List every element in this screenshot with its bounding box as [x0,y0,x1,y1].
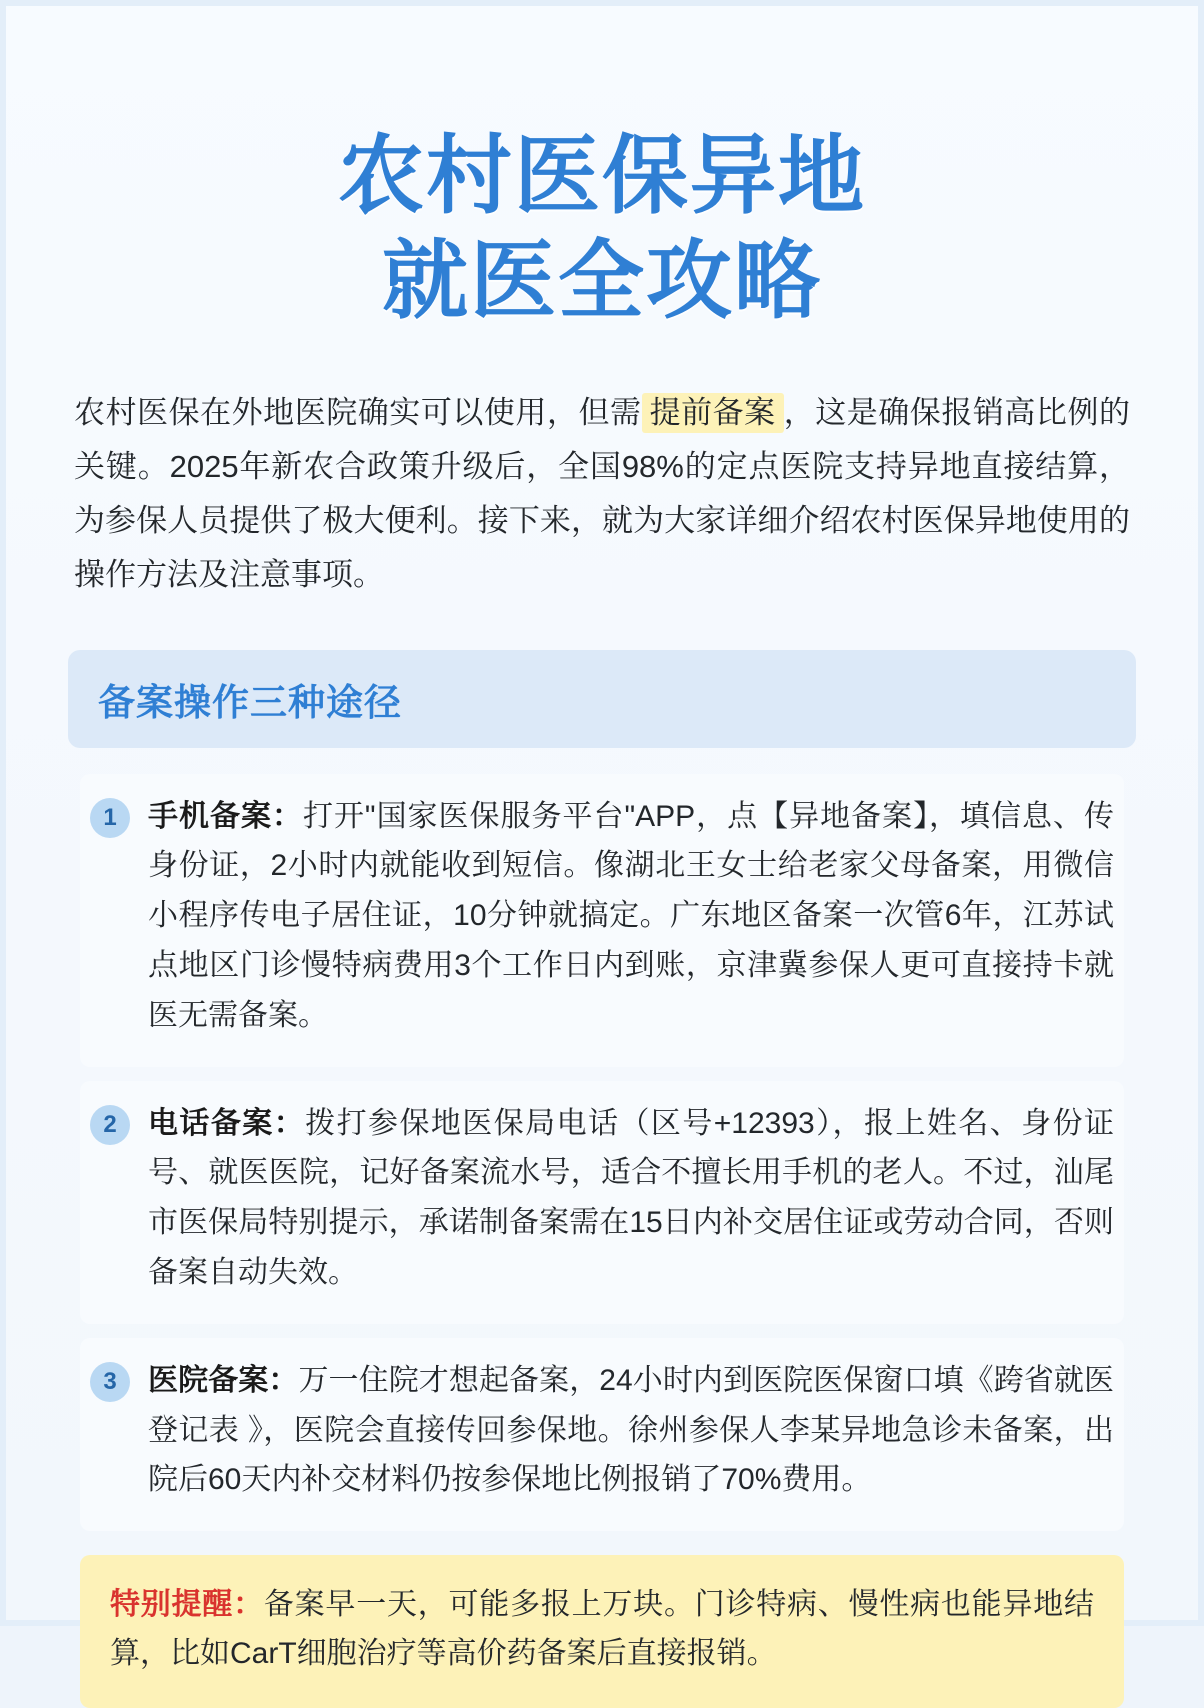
list-item [80,774,1124,1067]
section-heading: 备案操作三种途径 [98,681,402,723]
step-number-badge: 1 [90,798,130,838]
step-text: 打开"国家医保服务平台"APP，点【异地备案】，填信息、传身份证，2小时内就能收到短信。像湖北王女士给老家父母备案，用微信小程序传电子居住证，10分钟就搞定。广东地区备案一次管6年，江苏试点地区门诊慢特病费用3个工作日内到账，京津冀参保人更可直接持卡就医无需备案。 [148,799,1115,1032]
special-reminder [80,1555,1124,1708]
list-item [80,1338,1124,1531]
step-body [148,1099,1114,1298]
section-header-band [68,650,1136,748]
step-label: 手机备案： [148,799,303,833]
step-label: 医院备案： [148,1363,299,1397]
step-number-badge: 3 [90,1362,130,1402]
title-line-1: 农村医保异地 [338,128,866,224]
step-label: 电话备案： [148,1106,306,1140]
list-item [80,1081,1124,1324]
step-number-badge: 2 [90,1105,130,1145]
step-body [148,1356,1114,1505]
intro-highlight: 提前备案 [642,393,784,433]
title-line-2: 就医全攻略 [382,232,822,329]
step-text: 拨打参保地医保局电话（区号+12393），报上姓名、身份证号、就医医院，记好备案流水号，适合不擅长用手机的老人。不过，汕尾市医保局特别提示，承诺制备案需在15日内补交居住证或劳动合同，否则备案自动失效。 [148,1106,1114,1289]
reminder-text: 备案早一天，可能多报上万块。门诊特病、慢性病也能异地结算，比如CarT细胞治疗等高价药备案后直接报销。 [110,1588,1095,1670]
page-title [68,124,1136,334]
poster-inner [6,6,1198,1670]
reminder-tag: 特别提醒： [110,1588,264,1622]
steps-list [80,774,1124,1532]
step-text: 万一住院才想起备案，24小时内到医院医保窗口填《跨省就医登记表 》，医院会直接传回参保地。徐州参保人李某异地急诊未备案，出院后60天内补交材料仍按参保地比例报销了70%费用。 [148,1363,1115,1497]
intro-text-after: ，这是确保报销高比例的关键。2025年新农合政策升级后，全国98%的定点医院支持异地直接结算，为参保人员提供了极大便利。接下来，就为大家详细介绍农村医保异地使用的操作方法及注意事项。 [74,394,1130,592]
intro-text-before: 农村医保在外地医院确实可以使用，但需 [74,394,642,430]
step-body [148,792,1114,1041]
intro-paragraph [74,386,1130,602]
